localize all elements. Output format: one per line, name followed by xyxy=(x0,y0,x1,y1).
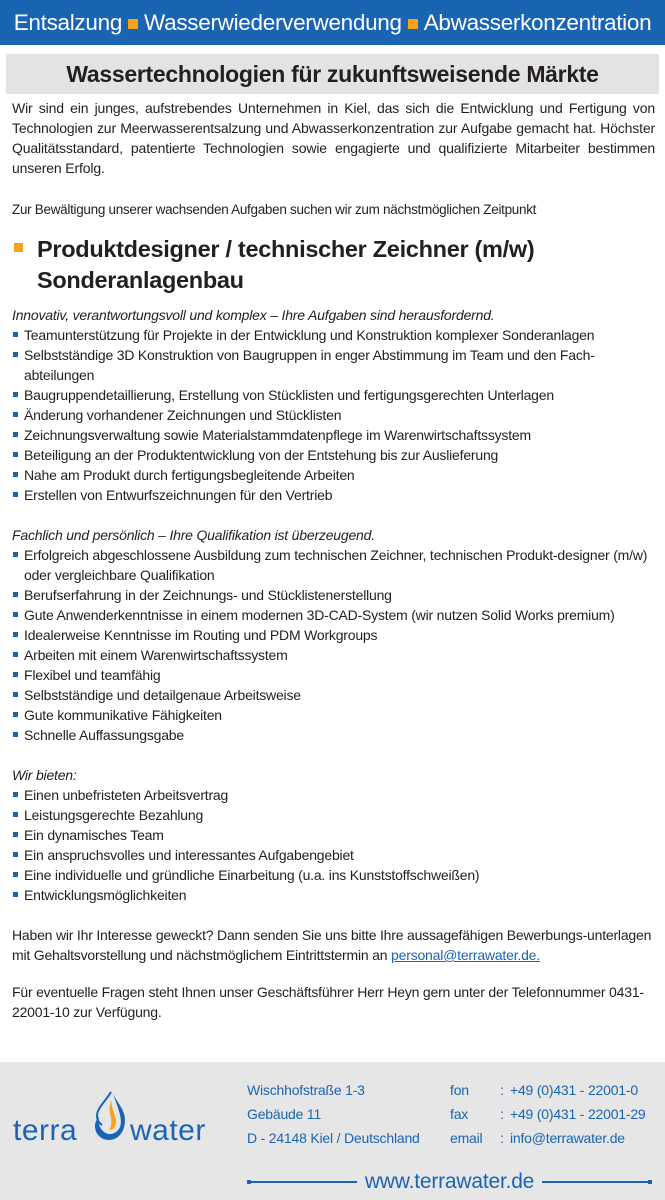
address-building: Gebäude 11 xyxy=(247,1106,322,1122)
bullet-icon xyxy=(13,392,18,397)
address-city: D - 24148 Kiel / Deutschland xyxy=(247,1130,420,1146)
contact-label: fon xyxy=(450,1082,469,1098)
offer-list xyxy=(12,785,655,905)
terrawater-logo xyxy=(13,1090,238,1150)
contact-value: +49 (0)431 - 22001-29 xyxy=(510,1106,646,1122)
list-item: Eine individuelle und gründliche Einarbeitung (u.a. ins Kunststoffschweißen) xyxy=(12,865,655,885)
list-item: Selbstständige 3D Konstruktion von Baugruppen in enger Abstimmung im Team und den Fach-abteilungen xyxy=(12,345,655,385)
hiring-period-text: Zur Bewältigung unserer wachsenden Aufgaben suchen wir zum nächstmöglichen Zeitpunkt xyxy=(12,202,537,217)
contact-email: email : info@terrawater.de xyxy=(450,1126,646,1150)
job-ad-body xyxy=(12,98,655,1022)
bullet-icon xyxy=(13,832,18,837)
topic-water-reuse: Wasserwiederverwendung xyxy=(144,9,402,35)
list-item: Zeichnungsverwaltung sowie Materialstammdatenpflege im Warenwirtschaftssystem xyxy=(12,425,655,445)
bullet-icon xyxy=(13,792,18,797)
list-item: Änderung vorhandener Zeichnungen und Stücklisten xyxy=(12,405,655,425)
application-email-link[interactable]: personal@terrawater.de. xyxy=(391,947,540,963)
qualifications-heading: Fachlich und persönlich – Ihre Qualifikation ist überzeugend. xyxy=(12,527,375,543)
list-item: Schnelle Auffassungsgabe xyxy=(12,725,655,745)
list-item: Arbeiten mit einem Warenwirtschaftssystem xyxy=(12,645,655,665)
divider xyxy=(542,1181,648,1183)
headline: Wassertechnologien für zukunftsweisende Märkte xyxy=(6,54,659,94)
bullet-icon xyxy=(13,432,18,437)
bullet-icon xyxy=(13,472,18,477)
contact-fax: fax : +49 (0)431 - 22001-29 xyxy=(450,1102,646,1126)
list-item: Einen unbefristeten Arbeitsvertrag xyxy=(12,785,655,805)
list-item: Flexibel und teamfähig xyxy=(12,665,655,685)
logo-water-text: water xyxy=(130,1114,206,1147)
bullet-icon xyxy=(13,452,18,457)
list-item: Erfolgreich abgeschlossene Ausbildung zum technischen Zeichner, technischen Produkt-designer (m/w) oder vergleichbare Qualifikation xyxy=(12,545,655,585)
line-end-square xyxy=(648,1180,652,1184)
bullet-icon xyxy=(13,612,18,617)
topic-wastewater-concentration: Abwasserkonzentration xyxy=(423,9,652,35)
tasks-heading: Innovativ, verantwortungsvoll und komplex – Ihre Aufgaben sind herausfordernd. xyxy=(12,307,495,323)
list-item: Selbstständige und detailgenaue Arbeitsweise xyxy=(12,685,655,705)
contact-email-link[interactable]: info@terrawater.de xyxy=(510,1130,625,1146)
bullet-icon xyxy=(13,592,18,597)
application-text: Haben wir Ihr Interesse geweckt? Dann senden Sie uns bitte Ihre aussagefähigen Bewerbungs-unterlagen mit Gehaltsvorstellung und nächstmöglichem Eintrittstermin an personal@terrawater.de. xyxy=(12,927,652,963)
list-item: Erstellen von Entwurfszeichnungen für den Vertrieb xyxy=(12,485,655,505)
bullet-icon xyxy=(13,852,18,857)
bullet-icon xyxy=(13,352,18,357)
contact-label: fax xyxy=(450,1106,469,1122)
list-item: Nahe am Produkt durch fertigungsbegleitende Arbeiten xyxy=(12,465,655,485)
orange-square-bullet-icon xyxy=(14,243,23,252)
list-item: Leistungsgerechte Bezahlung xyxy=(12,805,655,825)
contact-details xyxy=(450,1078,646,1150)
list-item: Berufserfahrung in der Zeichnungs- und Stücklistenerstellung xyxy=(12,585,655,605)
bullet-icon xyxy=(13,692,18,697)
logo-terra-text: terra xyxy=(13,1114,78,1147)
bullet-icon xyxy=(13,652,18,657)
bullet-icon xyxy=(13,712,18,717)
bullet-icon xyxy=(13,892,18,897)
contact-value: +49 (0)431 - 22001-0 xyxy=(510,1082,638,1098)
list-item: Ein dynamisches Team xyxy=(12,825,655,845)
company-address xyxy=(247,1078,420,1150)
company-intro: Wir sind ein junges, aufstrebendes Unternehmen in Kiel, das sich die Entwicklung und Fertigung von Technologien zur Meerwasserentsalzung und Abwasserkonzentration zur Aufgabe gemacht hat. Höchster Qualitätsstandard, patentierte Technologien sowie engagierte und qualifizierte Mitarbeiter bestimmen unseren Erfolg. xyxy=(12,100,655,176)
bullet-icon xyxy=(13,812,18,817)
list-item: Gute Anwenderkenntnisse in einem modernen 3D-CAD-System (wir nutzen Solid Works premium) xyxy=(12,605,655,625)
list-item: Teamunterstützung für Projekte in der Entwicklung und Konstruktion komplexer Sonderanlagen xyxy=(12,325,655,345)
address-street: Wischhofstraße 1-3 xyxy=(247,1082,365,1098)
bullet-icon xyxy=(13,412,18,417)
questions-text: Für eventuelle Fragen steht Ihnen unser Geschäftsführer Herr Heyn gern unter der Telefonnummer 0431-22001-10 zur Verfügung. xyxy=(12,984,644,1020)
bullet-icon xyxy=(13,492,18,497)
bullet-icon xyxy=(13,332,18,337)
qualifications-list xyxy=(12,545,655,745)
offer-heading: Wir bieten: xyxy=(12,767,77,783)
topic-desalination: Entsalzung xyxy=(13,9,123,35)
list-item: Entwicklungsmöglichkeiten xyxy=(12,885,655,905)
website-link[interactable]: www.terrawater.de xyxy=(364,1170,535,1193)
bullet-icon xyxy=(13,552,18,557)
list-item: Idealerweise Kenntnisse im Routing und PDM Workgroups xyxy=(12,625,655,645)
contact-label: email xyxy=(450,1130,483,1146)
website-line xyxy=(247,1169,652,1195)
job-title-line-1: Produktdesigner / technischer Zeichner (m/w) xyxy=(37,236,535,262)
orange-square-separator xyxy=(128,19,138,29)
divider xyxy=(251,1181,357,1183)
topic-banner xyxy=(0,0,665,45)
list-item: Ein anspruchsvolles und interessantes Aufgabengebiet xyxy=(12,845,655,865)
bullet-icon xyxy=(13,632,18,637)
water-drop-logo-icon xyxy=(91,1090,131,1148)
bullet-icon xyxy=(13,732,18,737)
list-item: Baugruppendetaillierung, Erstellung von Stücklisten und fertigungsgerechten Unterlagen xyxy=(12,385,655,405)
list-item: Beteiligung an der Produktentwicklung von der Entstehung bis zur Auslieferung xyxy=(12,445,655,465)
bullet-icon xyxy=(13,872,18,877)
list-item: Gute kommunikative Fähigkeiten xyxy=(12,705,655,725)
job-title-line-2: Sonderanlagenbau xyxy=(37,267,244,293)
orange-square-separator xyxy=(408,19,418,29)
job-title xyxy=(12,234,655,296)
tasks-list xyxy=(12,325,655,505)
contact-phone: fon : +49 (0)431 - 22001-0 xyxy=(450,1078,646,1102)
bullet-icon xyxy=(13,672,18,677)
